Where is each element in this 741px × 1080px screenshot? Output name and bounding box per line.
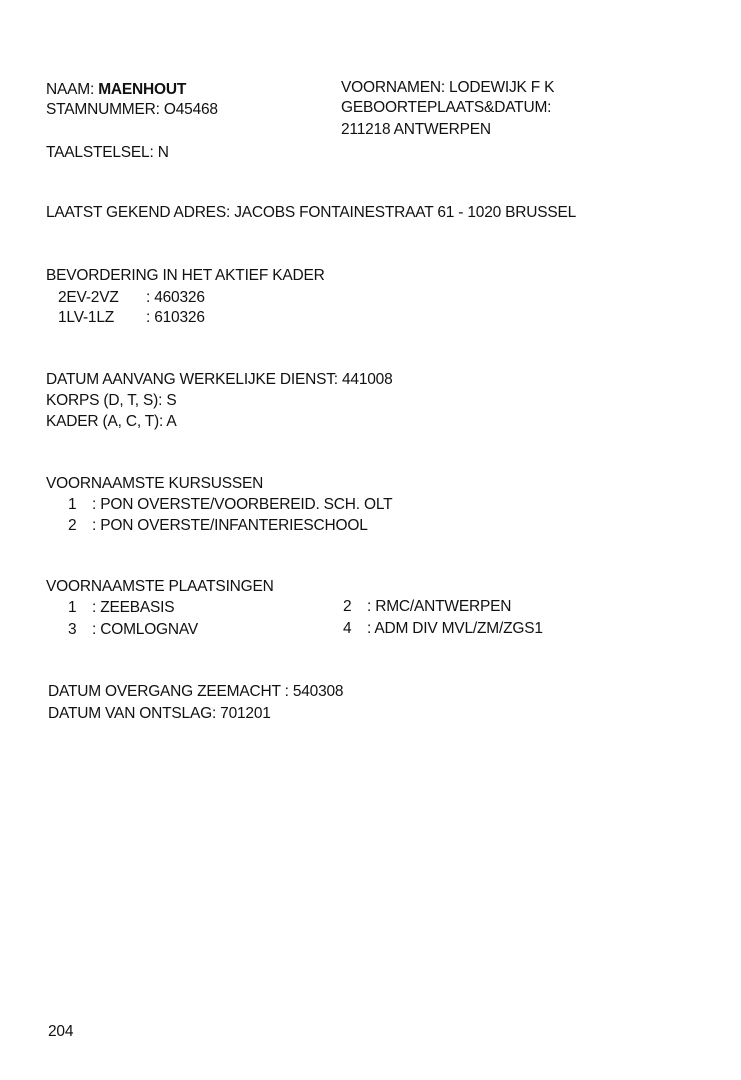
plaatsingen-heading: VOORNAAMSTE PLAATSINGEN <box>46 578 274 595</box>
adres-label: LAATST GEKEND ADRES: <box>46 204 231 221</box>
datum-ontslag: DATUM VAN ONTSLAG: 701201 <box>48 705 271 722</box>
naam-line <box>46 80 186 100</box>
plaatsing-number: 4 <box>343 620 352 637</box>
stamnummer-line <box>46 100 218 120</box>
plaatsing-text: : ZEEBASIS <box>92 599 175 616</box>
bevordering-item <box>58 308 205 328</box>
kursus-number: 1 <box>68 496 77 513</box>
plaatsing-number: 2 <box>343 598 352 615</box>
plaatsing-text: : COMLOGNAV <box>92 621 199 638</box>
bevordering-heading: BEVORDERING IN HET AKTIEF KADER <box>46 267 325 284</box>
stamnummer-label: STAMNUMMER: <box>46 101 160 118</box>
taalstelsel-value: N <box>157 144 169 161</box>
overgang-zeemacht: DATUM OVERGANG ZEEMACHT : 540308 <box>48 683 344 700</box>
naam-value: MAENHOUT <box>98 81 187 98</box>
stamnummer-value: O45468 <box>163 101 218 118</box>
bevordering-date: : 610326 <box>146 309 205 326</box>
plaatsing-item <box>343 619 543 639</box>
aanvang-dienst: DATUM AANVANG WERKELIJKE DIENST: 441008 <box>46 371 393 388</box>
voornamen-line <box>341 78 554 98</box>
plaatsing-number: 1 <box>68 599 77 616</box>
geboorte-label: GEBOORTEPLAATS&DATUM: <box>341 99 552 116</box>
page-number: 204 <box>48 1023 74 1040</box>
korps-line: KORPS (D, T, S): S <box>46 392 177 409</box>
voornamen-label: VOORNAMEN: <box>341 79 445 96</box>
kursus-text: : PON OVERSTE/INFANTERIESCHOOL <box>92 517 368 534</box>
geboorte-value: 211218 ANTWERPEN <box>341 121 491 138</box>
bevordering-item <box>58 288 205 308</box>
kursus-item <box>68 516 368 536</box>
kursus-item <box>68 495 392 515</box>
bevordering-date: : 460326 <box>146 289 205 306</box>
plaatsing-item <box>68 598 174 618</box>
voornamen-value: LODEWIJK F K <box>449 79 555 96</box>
plaatsing-number: 3 <box>68 621 77 638</box>
plaatsing-text: : ADM DIV MVL/ZM/ZGS1 <box>367 620 543 637</box>
kursus-number: 2 <box>68 517 77 534</box>
kader-line: KADER (A, C, T): A <box>46 413 177 430</box>
taalstelsel-label: TAALSTELSEL: <box>46 144 154 161</box>
adres-line <box>46 203 576 223</box>
taalstelsel-line <box>46 143 169 163</box>
bevordering-code: 1LV-1LZ <box>58 309 115 326</box>
kursus-text: : PON OVERSTE/VOORBEREID. SCH. OLT <box>92 496 393 513</box>
bevordering-code: 2EV-2VZ <box>58 289 119 306</box>
naam-label: NAAM: <box>46 81 95 98</box>
adres-value: JACOBS FONTAINESTRAAT 61 - 1020 BRUSSEL <box>234 204 577 221</box>
plaatsing-text: : RMC/ANTWERPEN <box>367 598 512 615</box>
kursussen-heading: VOORNAAMSTE KURSUSSEN <box>46 475 264 492</box>
plaatsing-item <box>343 597 511 617</box>
plaatsing-item <box>68 620 198 640</box>
